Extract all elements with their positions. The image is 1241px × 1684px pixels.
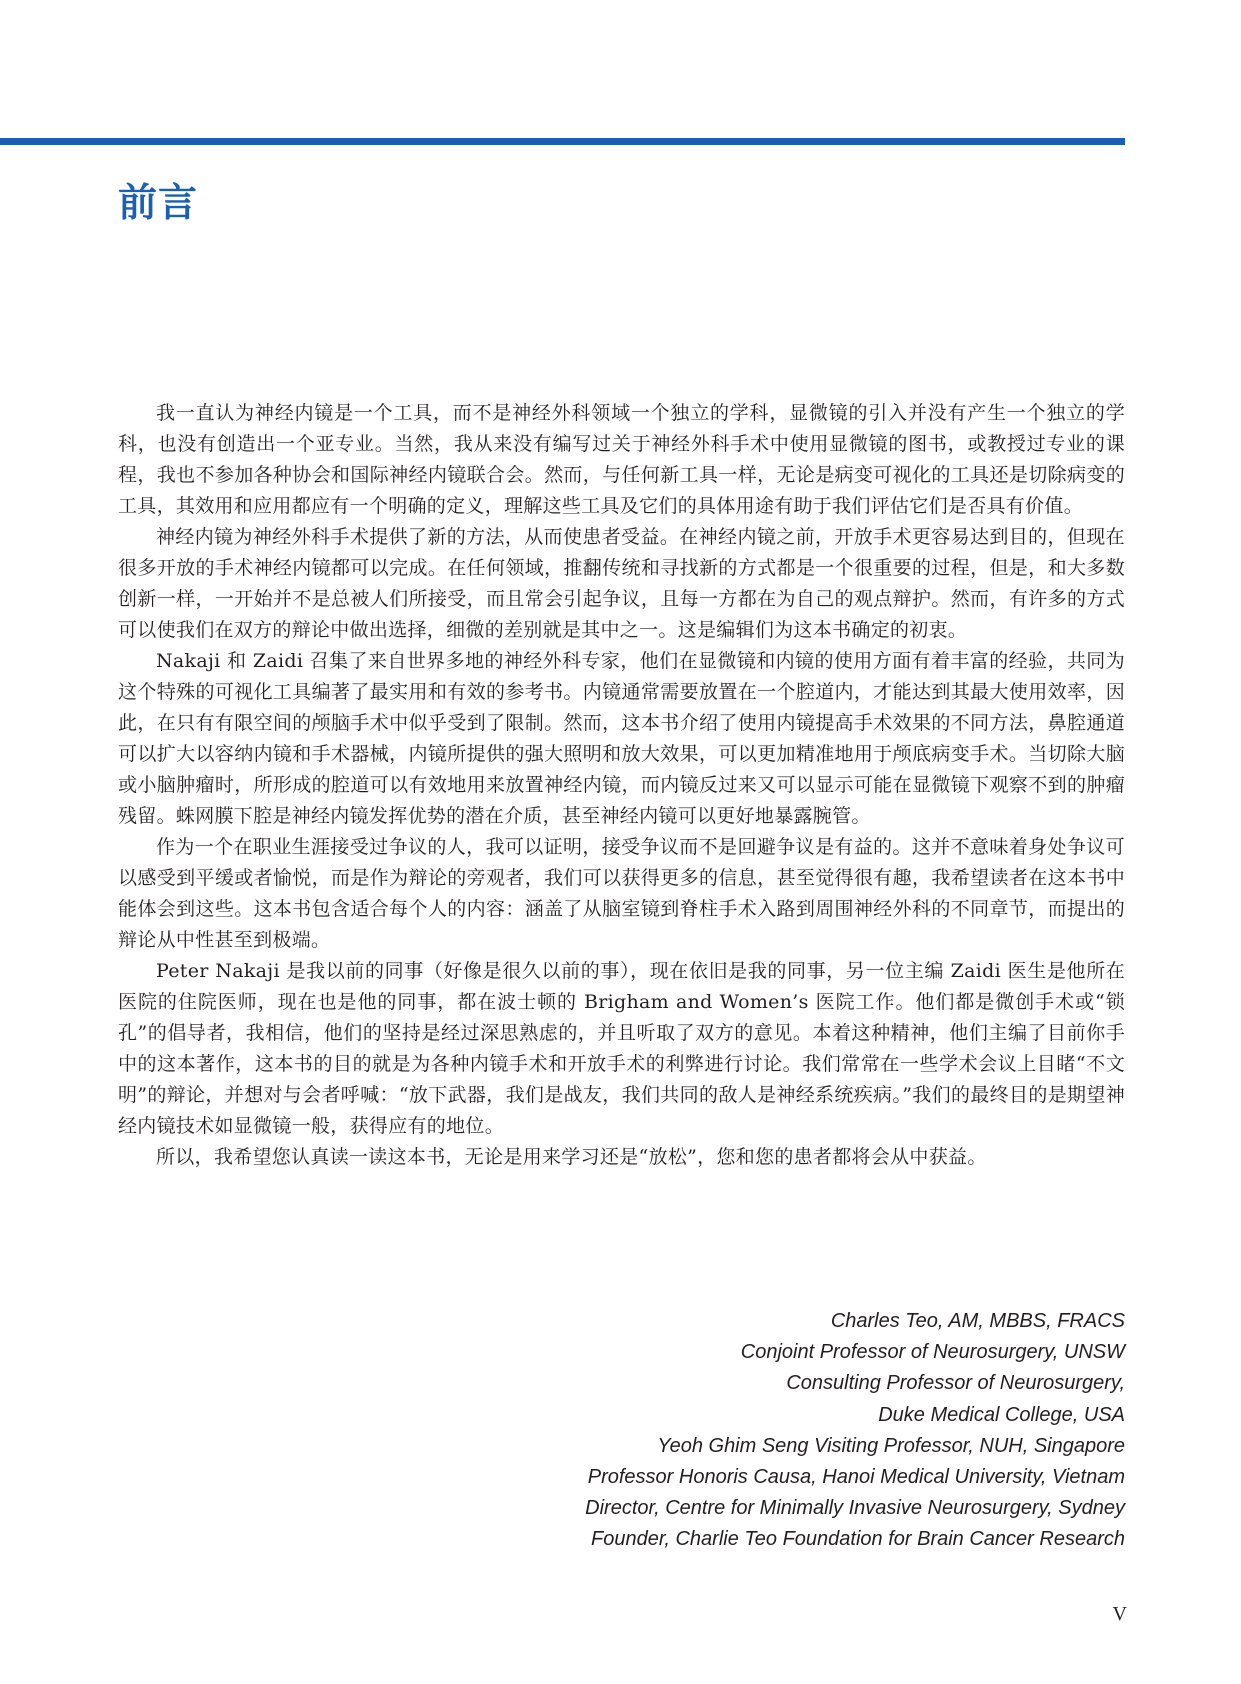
- author-signature-block: [585, 1306, 1125, 1556]
- paragraph-4: 作为一个在职业生涯接受过争议的人，我可以证明，接受争议而不是回避争议是有益的。这并不意味着身处争议可以感受到平缓或者愉悦，而是作为辩论的旁观者，我们可以获得更多的信息，甚至觉得很有趣，我希望读者在这本书中能体会到这些。这本书包含适合每个人的内容：涵盖了从脑室镜到脊柱手术入路到周围神经外科的不同章节，而提出的辩论从中性甚至到极端。: [118, 836, 1125, 951]
- author-affiliation-2: Consulting Professor of Neurosurgery,: [786, 1372, 1125, 1395]
- author-affiliation-4: Yeoh Ghim Seng Visiting Professor, NUH, Singapore: [657, 1434, 1125, 1457]
- author-affiliation-7: Founder, Charlie Teo Foundation for Brain Cancer Research: [590, 1528, 1125, 1551]
- paragraph-2: 神经内镜为神经外科手术提供了新的方法，从而使患者受益。在神经内镜之前，开放手术更容易达到目的，但现在很多开放的手术神经内镜都可以完成。在任何领域，推翻传统和寻找新的方式都是一个很重要的过程，但是，和大多数创新一样，一开始并不是总被人们所接受，而且常会引起争议，且每一方都在为自己的观点辩护。然而，有许多的方式可以使我们在双方的辩论中做出选择，细微的差别就是其中之一。这是编辑们为这本书确定的初衷。: [118, 526, 1125, 641]
- author-affiliation-6: Director, Centre for Minimally Invasive Neurosurgery, Sydney: [585, 1497, 1125, 1520]
- header-rule: [0, 138, 1125, 145]
- paragraph-6: 所以，我希望您认真读一读这本书，无论是用来学习还是“放松”，您和您的患者都将会从中获益。: [156, 1146, 987, 1168]
- chapter-title: 前言: [118, 181, 199, 226]
- author-affiliation-1: Conjoint Professor of Neurosurgery, UNSW: [740, 1341, 1125, 1364]
- author-affiliation-3: Duke Medical College, USA: [878, 1403, 1125, 1426]
- paragraph-5: Peter Nakaji 是我以前的同事（好像是很久以前的事），现在依旧是我的同事，另一位主编 Zaidi 医生是他所在医院的住院医师，现在也是他的同事，都在波士顿的 Brigham and Women’s 医院工作。他们都是微创手术或“锁孔”的倡导者，我相信，他们的坚持是经过深思熟虑的，并且听取了双方的意见。本着这种精神，他们主编了目前你手中的这本著作，这本书的目的就是为各种内镜手术和开放手术的利弊进行讨论。我们常常在一些学术会议上目睹“不文明”的辩论，并想对与会者呼喊：“放下武器，我们是战友，我们共同的敌人是神经系统疾病。”我们的最终目的是期望神经内镜技术如显微镜一般，获得应有的地位。: [118, 960, 1125, 1137]
- page-number: V: [1112, 1603, 1127, 1625]
- preface-body: [118, 398, 1125, 1173]
- author-name: Charles Teo, AM, MBBS, FRACS: [830, 1310, 1125, 1332]
- author-affiliation-5: Professor Honoris Causa, Hanoi Medical University, Vietnam: [587, 1466, 1125, 1489]
- paragraph-3: Nakaji 和 Zaidi 召集了来自世界多地的神经外科专家，他们在显微镜和内镜的使用方面有着丰富的经验，共同为这个特殊的可视化工具编著了最实用和有效的参考书。内镜通常需要放置在一个腔道内，才能达到其最大使用效率，因此，在只有有限空间的颅脑手术中似乎受到了限制。然而，这本书介绍了使用内镜提高手术效果的不同方法，鼻腔通道可以扩大以容纳内镜和手术器械，内镜所提供的强大照明和放大效果，可以更加精准地用于颅底病变手术。当切除大脑或小脑肿瘤时，所形成的腔道可以有效地用来放置神经内镜，而内镜反过来又可以显示可能在显微镜下观察不到的肿瘤残留。蛛网膜下腔是神经内镜发挥优势的潜在介质，甚至神经内镜可以更好地暴露腕管。: [118, 650, 1125, 827]
- paragraph-1: 我一直认为神经内镜是一个工具，而不是神经外科领域一个独立的学科，显微镜的引入并没有产生一个独立的学科，也没有创造出一个亚专业。当然，我从来没有编写过关于神经外科手术中使用显微镜的图书，或教授过专业的课程，我也不参加各种协会和国际神经内镜联合会。然而，与任何新工具一样，无论是病变可视化的工具还是切除病变的工具，其效用和应用都应有一个明确的定义，理解这些工具及它们的具体用途有助于我们评估它们是否具有价值。: [118, 402, 1125, 517]
